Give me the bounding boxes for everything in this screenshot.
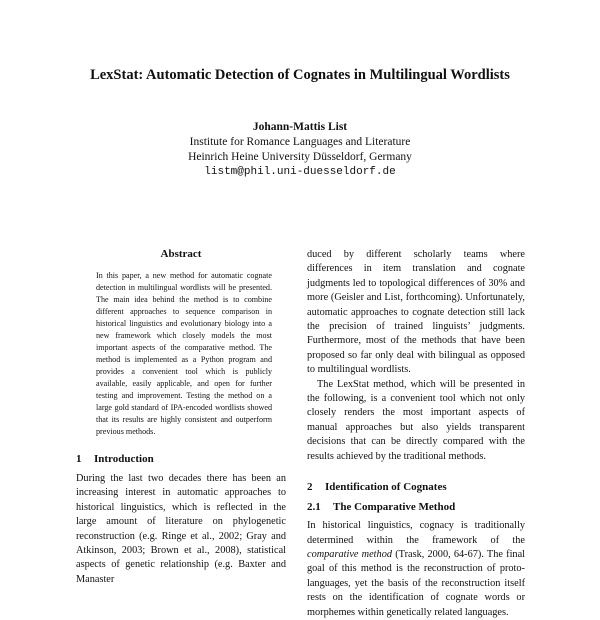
paper-title: LexStat: Automatic Detection of Cognates in Multilingual Wordlists [90, 67, 510, 83]
subsection-number: 2.1 [307, 501, 321, 514]
section-number: 1 [76, 453, 82, 465]
introduction-paragraph: During the last two decades there has been an increasing interest in automatic approaches to historical linguistics, which is reflected in the large amount of literature on phylogenetic reconstruction (e.g. Ringe et al., 2002; Gray and Atkinson, 2003; Brown et al., 2008), statistical aspects of genetic relationship (e.g. Baxter and Manaster [76, 473, 286, 585]
section-title: Identification of Cognates [325, 481, 447, 494]
italic-term: comparative method [307, 548, 392, 560]
affiliation-line-1: Institute for Romance Languages and Literature [189, 136, 411, 148]
author-block [100, 120, 500, 180]
affiliation-line-2: Heinrich Heine University Düsseldorf, Germany [188, 151, 412, 163]
author-name: Johann-Mattis List [252, 121, 348, 133]
section-heading-identification [307, 480, 525, 494]
subsection-title: The Comparative Method [333, 501, 456, 514]
comparative-method-paragraph [307, 519, 525, 620]
author-email: listm@phil.uni-duesseldorf.de [204, 166, 396, 178]
abstract-heading: Abstract [160, 248, 202, 260]
text-run: (Trask, 2000, 64-67). The final goal of this method is the reconstruction of proto-languages, yet the basis of the reconstruction itself rests on the identification of cognate words or morphemes within genetically related languages. [307, 548, 526, 618]
subsection-heading [307, 500, 525, 514]
section-title: Introduction [94, 453, 154, 465]
paragraph-lexstat: The LexStat method, which will be presented in the following, is a convenient tool which not only closely renders the most important aspects of manual approaches but also yields transparent decisions that can be directly compared with the results achieved by the traditional methods. [307, 378, 525, 462]
section-heading-introduction [76, 452, 286, 466]
text-run: In historical linguistics, cognacy is traditionally determined within the framework of the [307, 520, 525, 546]
abstract-text: In this paper, a new method for automatic cognate detection in multilingual wordlists will be presented. The main idea behind the method is to combine different approaches to sequence comparison in historical linguistics and evolutionary biology into a new framework which closely models the most important aspects of the comparative method. The method is implemented as a Python program and provides a convenient tool which is publicly available, easily applicable, and open for further testing and improvement. Testing the method on a large gold standard of IPA-encoded wordlists showed that its results are highly consistent and outperform previous methods. [96, 271, 272, 436]
left-column [76, 248, 286, 587]
right-column [307, 248, 525, 620]
paragraph-continued: duced by different scholarly teams where differences in item translation and cognate judgments led to topological differences of 30% and more (Geisler and List, forthcoming). Unfortunately, automatic approaches to cognate detection still lack the precision of trained linguists’ judgments. Furthermore, most of the methods that have been proposed so far only deal with bilingual as opposed to multilingual wordlists. [307, 249, 525, 376]
section-number: 2 [307, 481, 313, 494]
